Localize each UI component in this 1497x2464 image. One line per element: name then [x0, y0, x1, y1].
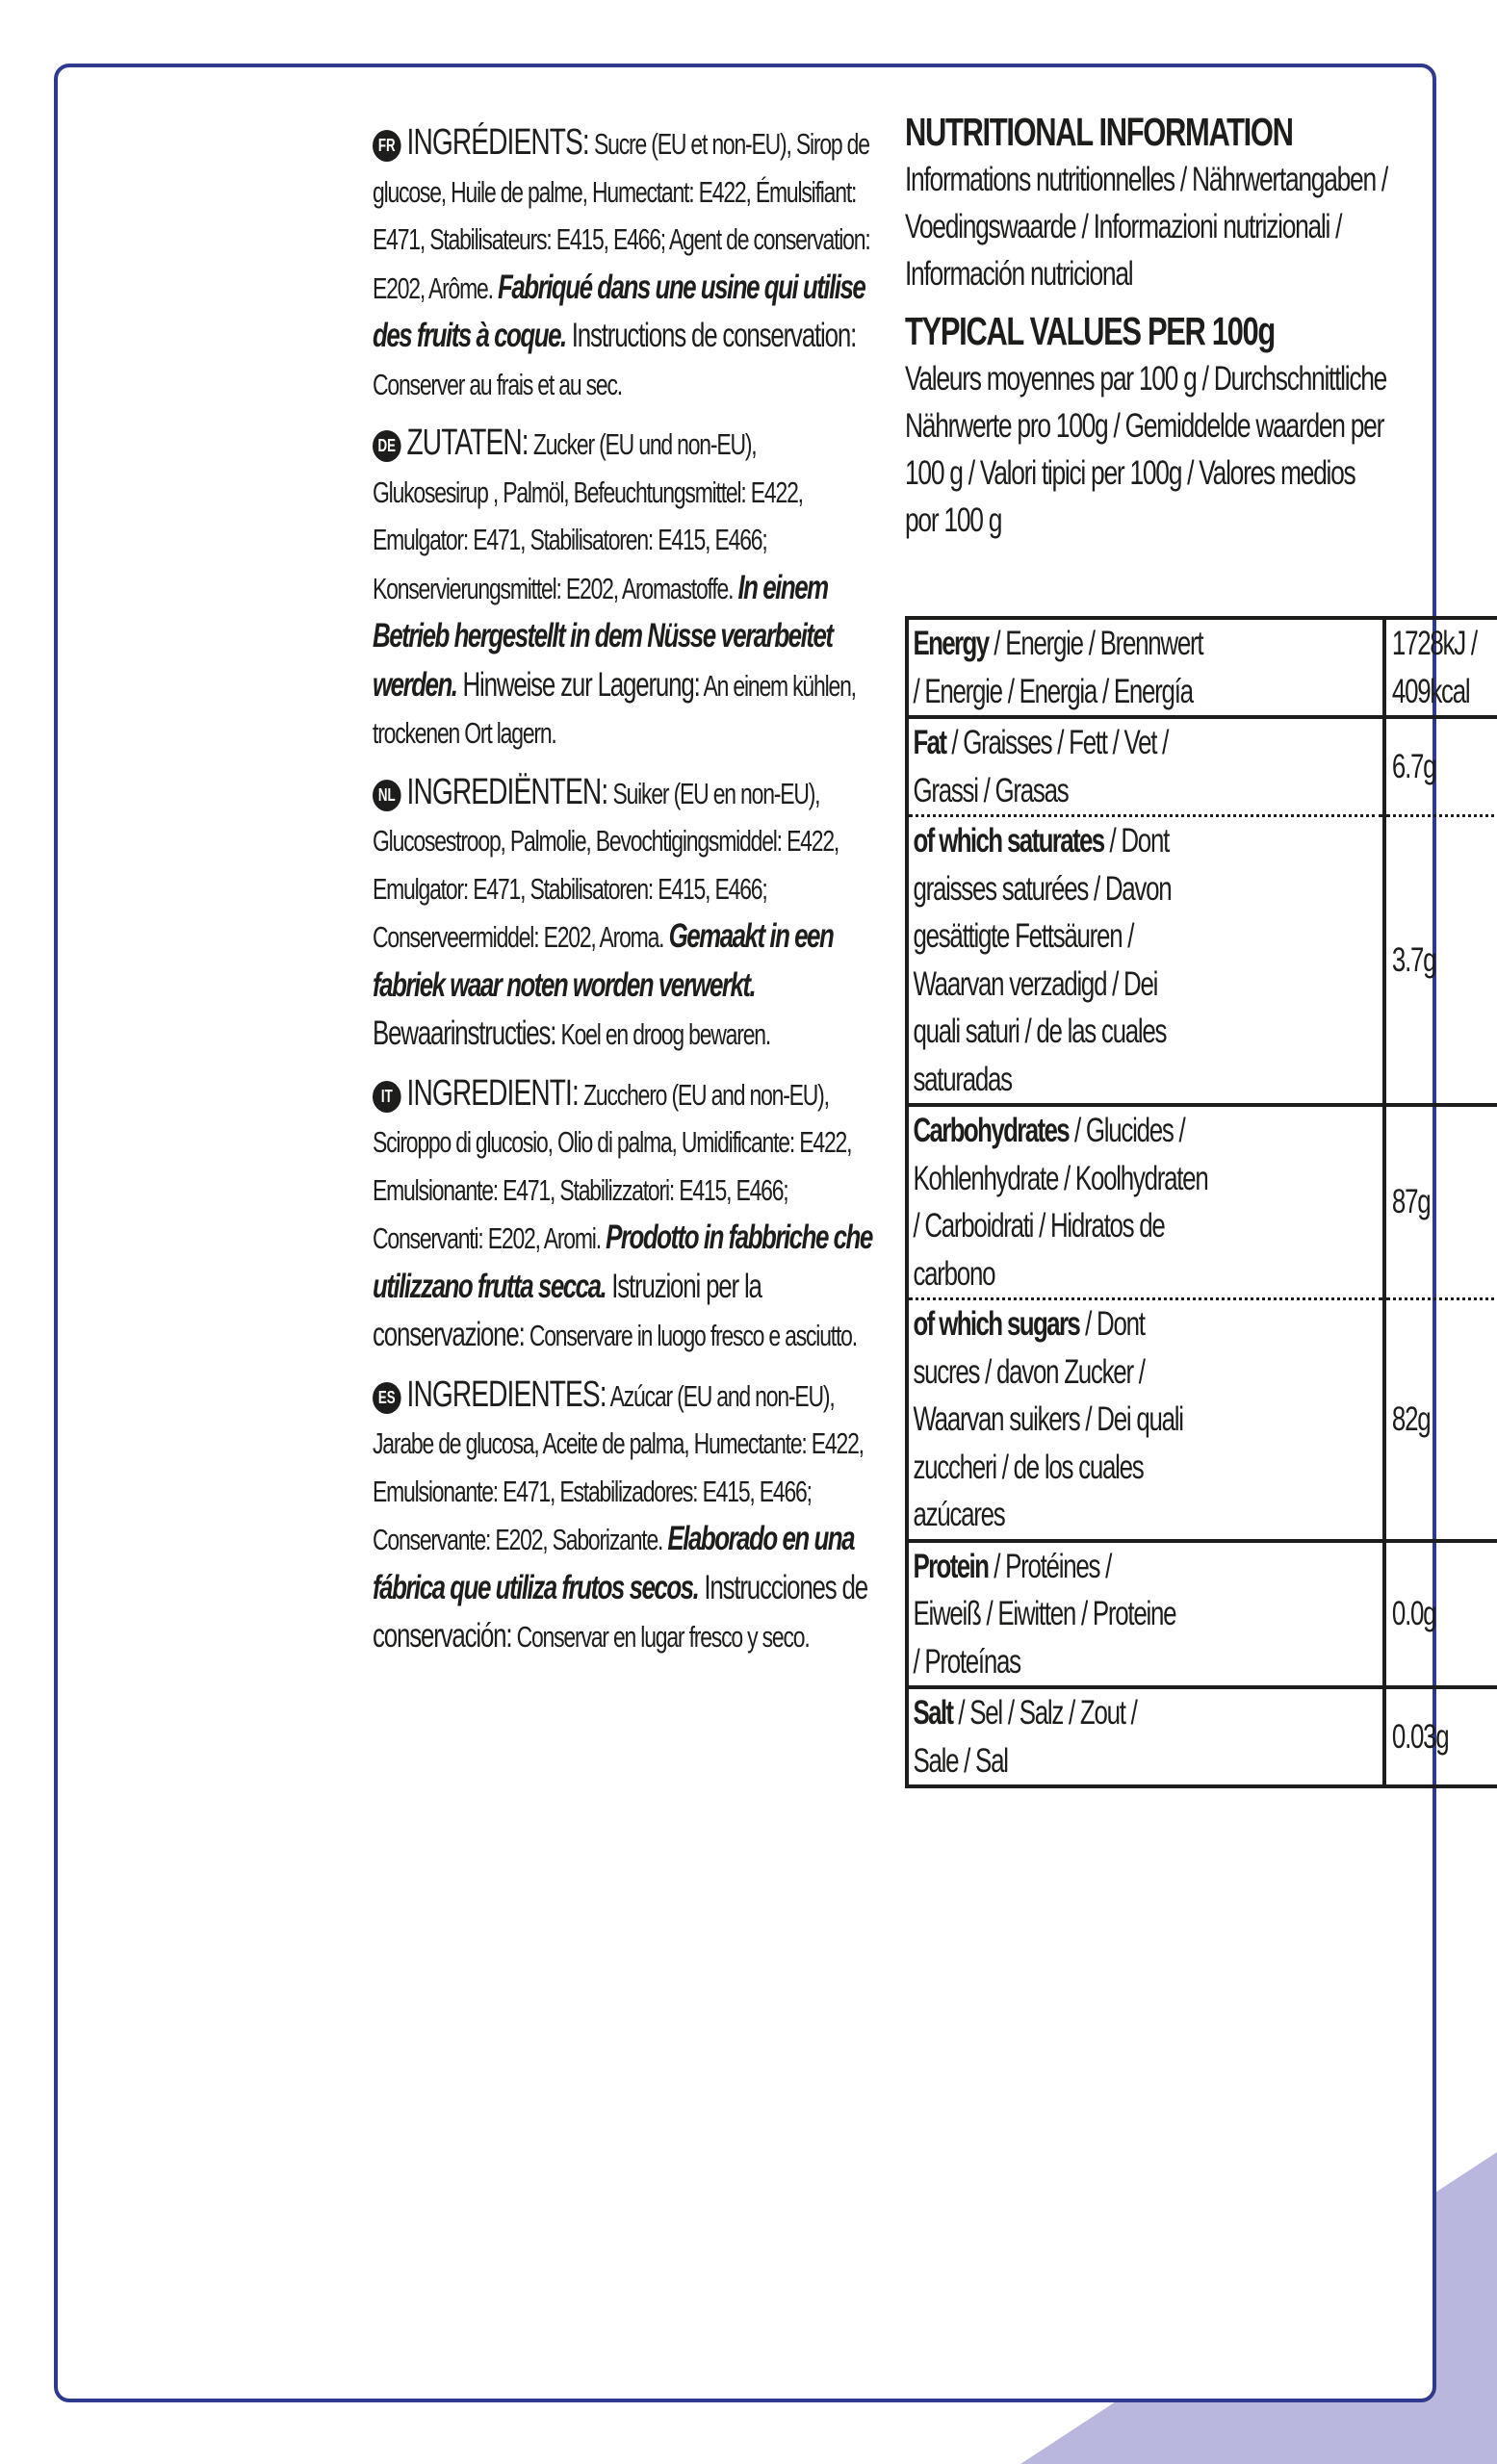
nutrient-value-cell — [1384, 717, 1497, 816]
nutrient-value-cell — [1384, 618, 1497, 717]
nutrient-value: 409kcal — [1391, 672, 1470, 710]
table-row-sugars — [907, 1299, 1497, 1541]
ingredients-list: Zucker (EU und non-EU), Glukosesirup , Palmöl, Befeuchtungsmittel: E422, Emulgator: E471, Stabilisatoren: E415, E466; Konservierungsmittel: E202, Aromastoffe. — [373, 427, 803, 605]
nutrient-value: 0.03g — [1391, 1717, 1449, 1756]
nutrient-label-cell — [907, 618, 1384, 717]
ingredients-column — [373, 119, 872, 1673]
nutrient-name: of which sugars — [913, 1305, 1080, 1343]
language-badge-nl: NL — [373, 780, 401, 811]
nutrition-title-translations: Informations nutritionnelles / Nährwertangaben / Voedingswaarde / Informazioni nutrizionali / Información nutricional — [905, 161, 1387, 293]
allergen-statement: Elaborado en una fábrica que utiliza frutos secos. — [373, 1520, 855, 1606]
ingredients-heading: INGREDIËNTEN: — [406, 771, 608, 812]
nutrient-value-cell — [1384, 1687, 1497, 1786]
storage-text: Conservare in luogo fresco e asciutto. — [524, 1319, 857, 1352]
nutrient-value-cell — [1384, 816, 1497, 1106]
nutrient-label-cell — [907, 717, 1384, 816]
nutrient-translation: / Graisses / Fett / Vet / — [945, 724, 1169, 761]
allergen-statement: Gemaakt in een fabriek waar noten worden verwerkt. — [373, 917, 834, 1004]
ingredients-es — [373, 1372, 873, 1661]
nutrient-translation: saturadas — [913, 1060, 1012, 1098]
typical-values-translations: Valeurs moyennes par 100 g / Durchschnittliche Nährwerte pro 100g / Gemiddelde waarden per 100 g / Valori tipici per 100g / Valores medios por 100 g — [905, 360, 1387, 539]
table-row-salt — [907, 1687, 1497, 1786]
nutrition-title: NUTRITIONAL INFORMATION — [905, 110, 1293, 154]
nutrient-translation: gesättigte Fettsäuren / — [913, 917, 1134, 955]
nutrition-table — [905, 616, 1497, 1788]
nutrient-value: 1728kJ / — [1391, 625, 1477, 662]
nutrient-translation: zuccheri / de los cuales — [913, 1448, 1144, 1486]
table-row-saturates — [907, 816, 1497, 1106]
storage-label: Instrucciones de conservación: — [373, 1568, 867, 1655]
nutrient-label-cell — [907, 1541, 1384, 1688]
nutrient-name: of which saturates — [913, 822, 1104, 860]
language-badge-es: ES — [373, 1382, 401, 1414]
nutrient-translation: / Dont — [1079, 1305, 1145, 1343]
nutrient-translation: quali saturi / de las cuales — [913, 1013, 1167, 1050]
nutrient-translation: azúcares — [913, 1496, 1005, 1533]
nutrient-value-cell — [1384, 1105, 1497, 1299]
language-badge-de: DE — [373, 430, 401, 462]
language-badge-fr: FR — [373, 130, 401, 162]
ingredients-heading: INGREDIENTES: — [406, 1373, 607, 1415]
storage-text: Conservar en lugar fresco y seco. — [511, 1620, 810, 1654]
nutrient-translation: / Sel / Salz / Zout / — [952, 1694, 1137, 1732]
storage-label: Hinweise zur Lagerung: — [456, 665, 700, 704]
storage-label: Instructions de conservation: — [565, 317, 857, 354]
storage-text: Conserver au frais et au sec. — [373, 367, 622, 401]
storage-text: An einem kühlen, trockenen Ort lagern. — [373, 668, 856, 750]
nutrient-translation: / Protéines / — [988, 1547, 1112, 1585]
table-row-fat — [907, 717, 1497, 816]
nutrient-translation: / Energie / Energia / Energía — [913, 672, 1193, 710]
storage-text: Koel en droog bewaren. — [555, 1017, 771, 1051]
typical-values-title: TYPICAL VALUES PER 100g — [905, 309, 1275, 353]
ingredients-heading: ZUTATEN: — [406, 423, 529, 463]
nutrient-translation: / Carboidrati / Hidratos de — [913, 1207, 1165, 1245]
table-row-carbohydrates — [907, 1105, 1497, 1299]
allergen-statement: Fabriqué dans une usine qui utilise des fruits à coque. — [373, 268, 865, 354]
ingredients-de — [373, 420, 873, 757]
nutrient-label-cell — [907, 1687, 1384, 1786]
ingredients-list: Azúcar (EU and non-EU), Jarabe de glucosa, Aceite de palma, Humectante: E422, Emulsionante: E471, Estabilizadores: E415, E466; Conservante: E202, Saborizante. — [373, 1378, 864, 1556]
nutrient-value: 87g — [1391, 1183, 1431, 1221]
nutrient-translation: Grassi / Grasas — [913, 771, 1069, 809]
ingredients-list: Zucchero (EU and non-EU), Sciroppo di glucosio, Olio di palma, Umidificante: E422, Emulsionante: E471, Stabilizzatori: E415, E466; Conservanti: E202, Aromi. — [373, 1077, 852, 1255]
nutrient-translation: Eiweiß / Eiwitten / Proteine — [913, 1595, 1176, 1632]
nutrient-translation: / Glucides / — [1069, 1112, 1185, 1149]
table-row-protein — [907, 1541, 1497, 1688]
nutrient-name: Protein — [913, 1547, 989, 1585]
nutrient-translation: / Proteínas — [913, 1642, 1020, 1681]
nutrient-value: 3.7g — [1391, 940, 1436, 979]
nutrient-value-cell — [1384, 1299, 1497, 1541]
nutrient-translation: / Dont — [1103, 822, 1170, 860]
ingredients-it — [373, 1070, 873, 1360]
nutrient-name: Salt — [913, 1694, 953, 1732]
nutrient-label-cell — [907, 816, 1384, 1106]
nutrient-value-cell — [1384, 1541, 1497, 1688]
table-row-energy — [907, 618, 1497, 717]
ingredients-list: Suiker (EU en non-EU), Glucosestroop, Palmolie, Bevochtigingsmiddel: E422, Emulgator: E471, Stabilisatoren: E415, E466; Conserveermiddel: E202, Aroma. — [373, 776, 839, 954]
nutrient-name: Carbohydrates — [913, 1112, 1070, 1149]
ingredients-nl — [373, 769, 873, 1059]
nutrient-value: 6.7g — [1391, 747, 1436, 785]
nutrient-translation: Sale / Sal — [913, 1741, 1008, 1780]
nutrient-translation: carbono — [913, 1254, 995, 1293]
allergen-statement: Prodotto in fabbriche che utilizzano frutta secca. — [373, 1219, 872, 1305]
ingredients-list: Sucre (EU et non-EU), Sirop de glucose, Huile de palme, Humectant: E422, Émulsifiant: E471, Stabilisateurs: E415, E466; Agent de conservation: E202, Arôme. — [373, 127, 870, 305]
nutrient-translation: graisses saturées / Davon — [913, 869, 1172, 908]
allergen-statement: In einem Betrieb hergestellt in dem Nüsse verarbeitet werden. — [373, 568, 833, 704]
ingredients-heading: INGRÉDIENTS: — [406, 122, 589, 163]
storage-label: Istruzioni per la conservazione: — [373, 1267, 761, 1353]
nutrition-header — [905, 108, 1444, 544]
ingredients-fr — [373, 119, 873, 408]
nutrient-label-cell — [907, 1105, 1384, 1299]
nutrient-translation: Waarvan verzadigd / Dei — [913, 964, 1158, 1003]
nutrient-label-cell — [907, 1299, 1384, 1541]
nutrient-name: Energy — [913, 625, 989, 662]
nutrient-value: 82g — [1391, 1400, 1431, 1438]
ingredients-heading: INGREDIENTI: — [406, 1072, 579, 1114]
nutrient-translation: sucres / davon Zucker / — [913, 1352, 1145, 1391]
nutrient-translation: Waarvan suikers / Dei quali — [913, 1400, 1183, 1438]
language-badge-it: IT — [373, 1081, 401, 1113]
nutrient-value: 0.0g — [1391, 1595, 1436, 1632]
nutrient-translation: / Energie / Brennwert — [988, 625, 1203, 662]
storage-label: Bewaarinstructies: — [373, 1014, 556, 1052]
nutrient-translation: Kohlenhydrate / Koolhydraten — [913, 1159, 1208, 1197]
nutrient-name: Fat — [913, 724, 946, 761]
